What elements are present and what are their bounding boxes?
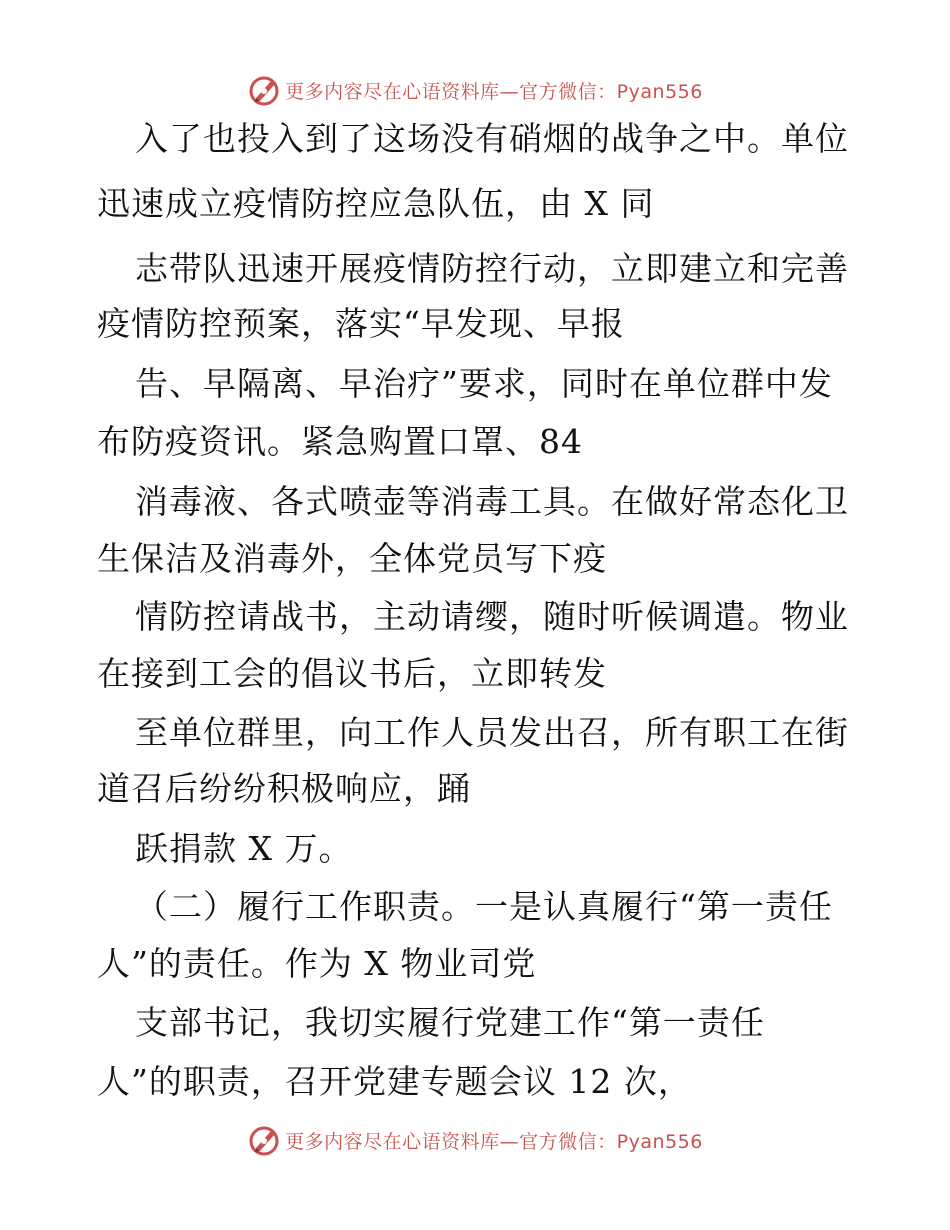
paragraph-line: 疫情防控预案，落实“早发现、早报 [97, 304, 625, 343]
paragraph-line: 入了也投入到了这场没有硝烟的战争之中。单位 [135, 119, 849, 158]
footer-watermark-banner [0, 1120, 950, 1160]
paragraph-line: 至单位群里，向工作人员发出召，所有职工在街 [135, 713, 849, 752]
paragraph-line: 消毒液、各式喷壶等消毒工具。在做好常态化卫 [135, 482, 849, 521]
paragraph-line: 情防控请战书，主动请缨，随时听候调遣。物业 [135, 597, 849, 636]
paragraph-line: 告、早隔离、早治疗”要求，同时在单位群中发 [135, 364, 833, 403]
paragraph-line: 布防疫资讯。紧急购置口罩、84 [97, 422, 583, 461]
paragraph-line: （二）履行工作职责。一是认真履行“第一责任 [135, 887, 833, 926]
paragraph-line: 跃捐款 X 万。 [135, 829, 353, 868]
paragraph-line: 迅速成立疫情防控应急队伍，由 X 同 [97, 184, 655, 223]
paragraph-line: 支部书记，我切实履行党建工作“第一责任 [135, 1003, 765, 1042]
header-watermark-banner [0, 70, 950, 110]
header-watermark-text: 更多内容尽在心语资料库—官方微信：Pyan556 [285, 80, 703, 103]
pen-in-circle-icon [247, 73, 281, 107]
pen-in-circle-icon [247, 1123, 281, 1157]
paragraph-line: 人”的职责，召开党建专题会议 12 次， [97, 1062, 692, 1101]
paragraph-line: 生保洁及消毒外，全体党员写下疫 [97, 539, 607, 578]
footer-watermark-text: 更多内容尽在心语资料库—官方微信：Pyan556 [285, 1130, 703, 1153]
paragraph-line: 在接到工会的倡议书后，立即转发 [97, 654, 607, 693]
paragraph-line: 志带队迅速开展疫情防控行动，立即建立和完善 [135, 249, 849, 288]
paragraph-line: 人”的责任。作为 X 物业司党 [97, 944, 537, 983]
paragraph-line: 道召后纷纷积极响应，踊 [97, 769, 471, 808]
